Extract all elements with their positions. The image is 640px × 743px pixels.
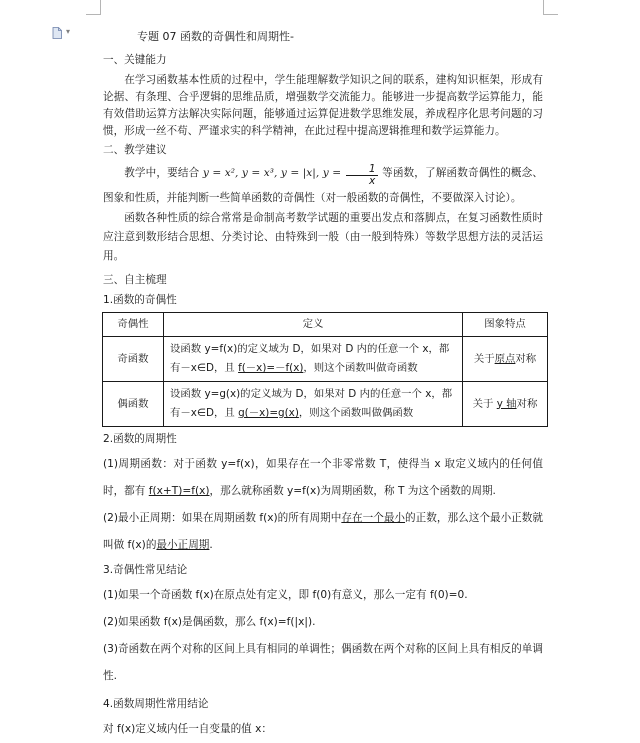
parity-conclusion-2: (2)如果函数 f(x)是偶函数，那么 f(x)=f(|x|). <box>103 616 316 628</box>
period-conclusions-heading: 4.函数周期性常用结论 <box>103 698 209 710</box>
header-parity: 奇偶性 <box>103 313 164 337</box>
suggestion-paragraph-1 <box>103 162 543 209</box>
table-row <box>103 337 548 382</box>
section-heading-abilities: 一、关键能力 <box>103 54 167 66</box>
document-icon[interactable] <box>52 27 62 39</box>
odd-function-name: 奇函数 <box>103 337 164 382</box>
even-function-feature: 关于 y 轴对称 <box>463 382 548 427</box>
fraction-numerator: 1 <box>346 164 378 176</box>
odd-function-definition: 设函数 y=f(x)的定义域为 D，如果对 D 内的任意一个 x，都有－x∈D，且 f(－x)=－f(x)，则这个函数叫做奇函数 <box>164 337 463 382</box>
parity-conclusion-1: (1)如果一个奇函数 f(x)在原点处有定义，即 f(0)有意义，那么一定有 f(0)=0. <box>103 589 468 601</box>
reciprocal-fraction <box>346 164 378 187</box>
page-corner-mark-left <box>86 0 101 15</box>
odd-function-feature: 关于原点对称 <box>463 337 548 382</box>
parity-conclusions-heading: 3.奇偶性常见结论 <box>103 564 188 576</box>
table-header-row <box>103 313 548 337</box>
abilities-paragraph: 在学习函数基本性质的过程中，学生能理解数学知识之间的联系，建构知识框架，形成有论据、有条理、合乎逻辑的思维品质，增强数学交流能力。能够进一步提高数学运算能力，能有效借助运算方法解决实际问题，能够通过运算促进数学思维发展，养成程序化思考问题的习惯，形成一丝不苟、严谨求实的科学精神，在此过程中提高逻辑推理和数学运算能力。 <box>103 74 543 137</box>
header-definition: 定义 <box>164 313 463 337</box>
period-conclusions-intro: 对 f(x)定义域内任一自变量的值 x： <box>103 723 272 735</box>
table-row <box>103 382 548 427</box>
header-graph-feature: 图象特点 <box>463 313 548 337</box>
suggestion-text-pre: 教学中，要结合 <box>124 167 200 179</box>
section-heading-review: 三、自主梳理 <box>103 274 167 286</box>
parity-table <box>102 312 548 427</box>
document-body <box>103 28 543 743</box>
suggestion-paragraph-2: 函数各种性质的综合常常是命制高考数学试题的重要出发点和落脚点，在复习函数性质时应注意到数形结合思想、分类讨论、由特殊到一般（由一般到特殊）等数学思想方法的灵活运用。 <box>103 212 543 262</box>
section-heading-suggestions: 二、教学建议 <box>103 144 167 156</box>
page-corner-mark-right <box>543 0 558 15</box>
page-title: 专题 07 函数的奇偶性和周期性- <box>137 30 294 43</box>
suggestion-text-post: 等函数，了解函数奇偶性的概念、图象和性质，并能判断一些简单函数的奇偶性（对一般函数的奇偶性，不要做深入讨论）。 <box>103 167 544 204</box>
parity-conclusion-3: (3)奇函数在两个对称的区间上具有相同的单调性；偶函数在两个对称的区间上具有相反的单调性. <box>103 643 543 682</box>
period-heading: 2.函数的周期性 <box>103 433 177 445</box>
even-function-definition: 设函数 y=g(x)的定义域为 D，如果对 D 内的任意一个 x，都有－x∈D，且 g(－x)=g(x)，则这个函数叫做偶函数 <box>164 382 463 427</box>
dropdown-caret-icon[interactable]: ▾ <box>66 27 71 36</box>
even-function-name: 偶函数 <box>103 382 164 427</box>
function-list-math: y = x², y = x³, y = |x|, y = <box>202 167 342 179</box>
minimal-period-definition: (2)最小正周期：如果在周期函数 f(x)的所有周期中存在一个最小的正数，那么这个最小正数就叫做 f(x)的最小正周期. <box>103 512 544 551</box>
parity-heading: 1.函数的奇偶性 <box>103 294 177 306</box>
period-definition: (1)周期函数：对于函数 y=f(x)，如果存在一个非零常数 T，使得当 x 取定义域内的任何值时，都有 f(x+T)=f(x)，那么就称函数 y=f(x)为周期函数，称 T 为这个函数的周期. <box>103 458 543 497</box>
fraction-denominator: x <box>369 175 376 187</box>
